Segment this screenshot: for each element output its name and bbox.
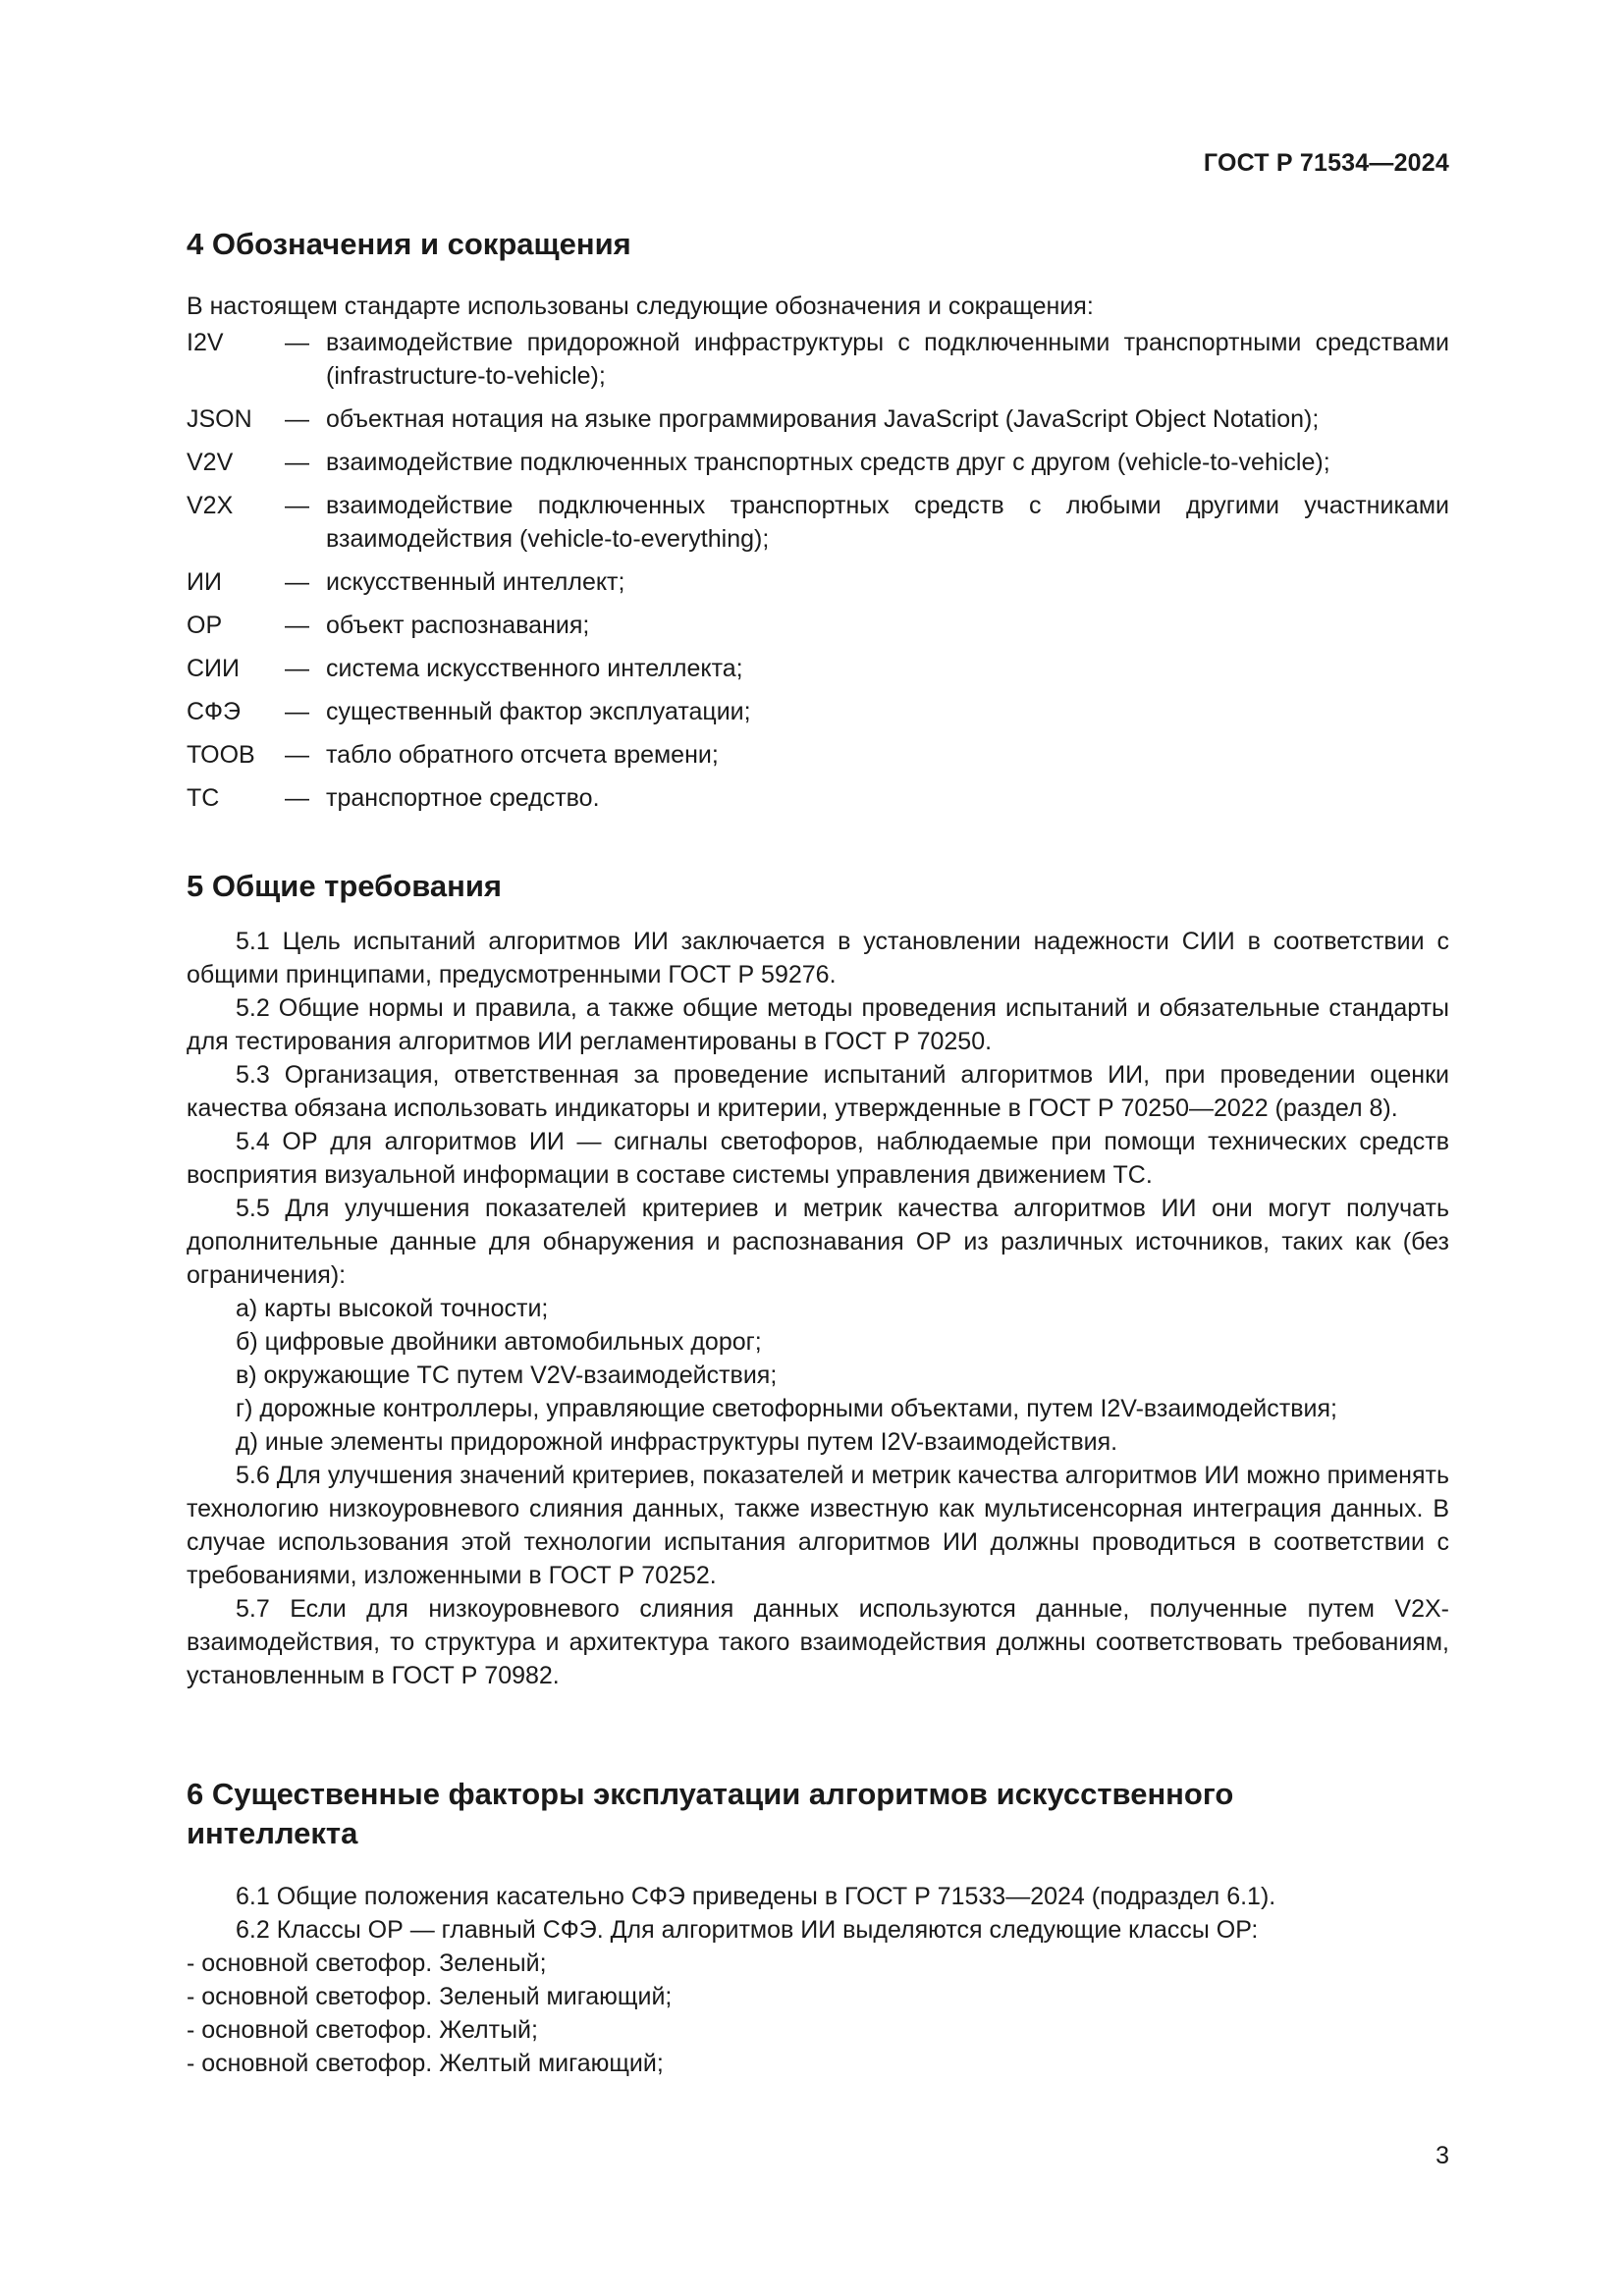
paragraph-5-6: 5.6 Для улучшения значений критериев, показателей и метрик качества алгоритмов ИИ можно применять технологию низкоуровневого слияния данных, также известную как мультисенсорная интеграция данных. В случае использования этой технологии испытания алгоритмов ИИ должны проводиться в соответствии с требованиями, изложенными в ГОСТ Р 70252. (187, 1462, 1449, 1589)
section-6-body (187, 1880, 1449, 2080)
list-item: г) дорожные контроллеры, управляющие светофорными объектами, путем I2V-взаимодействия; (236, 1395, 1337, 1422)
section-5-body (187, 925, 1449, 1692)
abbreviation-dash: — (285, 698, 309, 725)
abbreviation-item (187, 446, 1449, 479)
abbreviation-definition: транспортное средство. (326, 784, 600, 812)
abbreviation-definition: взаимодействие подключенных транспортных средств друг с другом (vehicle-to-vehicle); (326, 449, 1330, 476)
class-list-item: - основной светофор. Зеленый; (187, 1949, 547, 1977)
abbreviation-definition: взаимодействие придорожной инфраструктуры с подключенными транспортными средствами (infrastructure-to-vehicle); (326, 329, 1449, 390)
abbreviation-term: V2X (187, 492, 234, 519)
abbreviation-term: ТООВ (187, 741, 255, 769)
section-6-title-line-1: 6 Существенные факторы эксплуатации алгоритмов искусственного (187, 1777, 1234, 1811)
abbreviation-definition: искусственный интеллект; (326, 568, 625, 596)
abbreviation-dash: — (285, 612, 309, 639)
paragraph-5-7: 5.7 Если для низкоуровневого слияния данных используются данные, полученные путем V2X-взаимодействия, то структура и архитектура такого взаимодействия должны соответствовать требованиям, установленным в ГОСТ Р 70982. (187, 1595, 1449, 1689)
abbreviation-definition: объектная нотация на языке программирования JavaScript (JavaScript Object Notation); (326, 405, 1320, 433)
abbreviation-item (187, 652, 1449, 685)
abbreviation-definition: объект распознавания; (326, 612, 590, 639)
abbreviation-item (187, 565, 1449, 599)
paragraph-5-5: 5.5 Для улучшения показателей критериев и метрик качества алгоритмов ИИ они могут получать дополнительные данные для обнаружения и распознавания ОР из различных источников, таких как (без ограничения): (187, 1195, 1449, 1289)
abbreviation-dash: — (285, 405, 309, 433)
abbreviation-dash: — (285, 784, 309, 812)
abbreviation-term: СИИ (187, 655, 240, 682)
section-4-title: 4 Обозначения и сокращения (187, 227, 631, 261)
paragraph-6-1: 6.1 Общие положения касательно СФЭ приведены в ГОСТ Р 71533—2024 (подраздел 6.1). (236, 1883, 1276, 1910)
paragraph-5-1: 5.1 Цель испытаний алгоритмов ИИ заключается в установлении надежности СИИ в соответствии с общими принципами, предусмотренными ГОСТ Р 59276. (187, 928, 1449, 988)
abbreviation-term: СФЭ (187, 698, 242, 725)
abbreviation-definition: существенный фактор эксплуатации; (326, 698, 751, 725)
paragraph-6-2: 6.2 Классы ОР — главный СФЭ. Для алгоритмов ИИ выделяются следующие классы ОР: (236, 1916, 1259, 1944)
abbreviation-item (187, 402, 1449, 436)
abbreviation-term: JSON (187, 405, 252, 433)
paragraph-5-3: 5.3 Организация, ответственная за проведение испытаний алгоритмов ИИ, при проведении оценки качества обязана использовать индикаторы и критерии, утвержденные в ГОСТ Р 70250—2022 (раздел 8). (187, 1061, 1449, 1122)
abbreviation-term: ОР (187, 612, 223, 639)
abbreviation-term: ТС (187, 784, 220, 812)
abbreviation-item (187, 738, 1449, 772)
abbreviation-term: V2V (187, 449, 234, 476)
document-code-header: ГОСТ Р 71534—2024 (1203, 149, 1449, 177)
abbreviation-dash: — (285, 568, 309, 596)
abbreviation-dash: — (285, 655, 309, 682)
list-item: в) окружающие ТС путем V2V-взаимодействия; (236, 1362, 778, 1389)
abbreviation-definition: система искусственного интеллекта; (326, 655, 743, 682)
abbreviation-item (187, 326, 1449, 393)
abbreviation-item (187, 489, 1449, 556)
abbreviation-dash: — (285, 741, 309, 769)
list-item: б) цифровые двойники автомобильных дорог; (236, 1328, 762, 1356)
list-item: а) карты высокой точности; (236, 1295, 549, 1322)
section-4-intro: В настоящем стандарте использованы следующие обозначения и сокращения: (187, 293, 1094, 320)
list-item: д) иные элементы придорожной инфраструктуры путем I2V-взаимодействия. (236, 1428, 1118, 1456)
abbreviation-definition: взаимодействие подключенных транспортных средств с любыми другими участниками взаимодействия (vehicle-to-everything); (326, 492, 1449, 553)
abbreviation-term: I2V (187, 329, 224, 356)
abbreviation-dash: — (285, 329, 309, 356)
section-6-title-line-2: интеллекта (187, 1816, 358, 1850)
page-number: 3 (1435, 2142, 1449, 2169)
paragraph-5-2: 5.2 Общие нормы и правила, а также общие методы проведения испытаний и обязательные стандарты для тестирования алгоритмов ИИ регламентированы в ГОСТ Р 70250. (187, 994, 1449, 1055)
abbreviation-definition: табло обратного отсчета времени; (326, 741, 719, 769)
paragraph-5-4: 5.4 ОР для алгоритмов ИИ — сигналы светофоров, наблюдаемые при помощи технических средств восприятия визуальной информации в составе системы управления движением ТС. (187, 1128, 1449, 1189)
abbreviation-item (187, 781, 1449, 815)
abbreviation-list (187, 326, 1449, 825)
class-list-item: - основной светофор. Зеленый мигающий; (187, 1983, 673, 2010)
abbreviation-dash: — (285, 449, 309, 476)
abbreviation-item (187, 609, 1449, 642)
abbreviation-item (187, 695, 1449, 728)
abbreviation-dash: — (285, 492, 309, 519)
section-6-title (187, 1775, 1449, 1853)
class-list-item: - основной светофор. Желтый; (187, 2016, 538, 2044)
section-5-title: 5 Общие требования (187, 869, 502, 903)
abbreviation-term: ИИ (187, 568, 222, 596)
class-list-item: - основной светофор. Желтый мигающий; (187, 2050, 664, 2077)
